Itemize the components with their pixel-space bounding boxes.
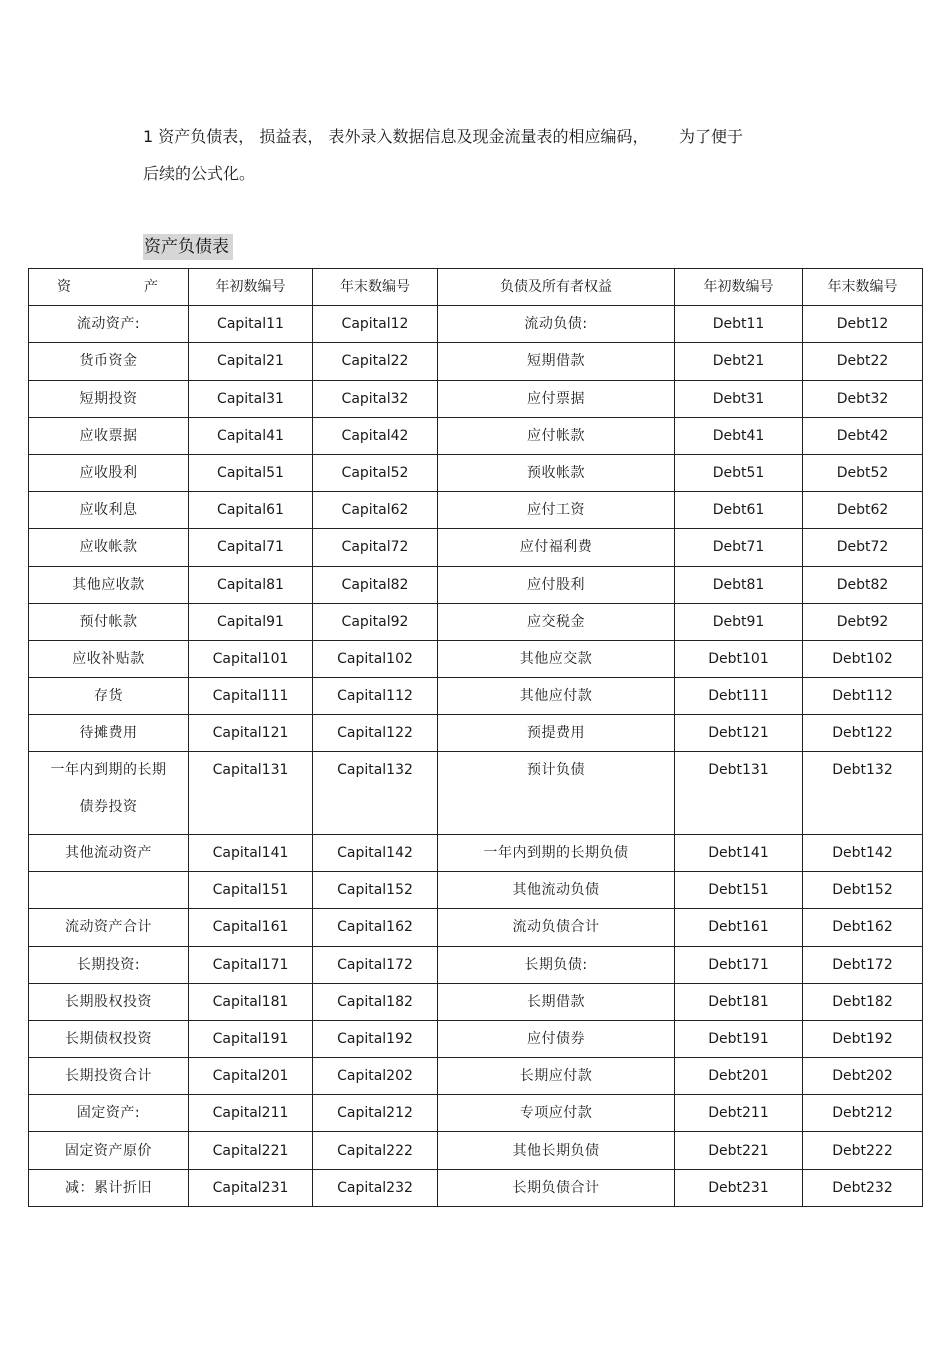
asset-cell: 应收帐款 (29, 529, 189, 566)
debt-end-code: Debt142 (803, 834, 923, 871)
debt-end-code: Debt212 (803, 1095, 923, 1132)
table-row (29, 1132, 923, 1169)
liability-cell: 其他长期负债 (438, 1132, 675, 1169)
capital-begin-code: Capital171 (189, 946, 313, 983)
liability-cell: 长期借款 (438, 983, 675, 1020)
debt-end-code: Debt82 (803, 566, 923, 603)
debt-end-code: Debt102 (803, 640, 923, 677)
debt-end-code: Debt92 (803, 603, 923, 640)
liability-cell: 其他流动负债 (438, 872, 675, 909)
debt-end-code: Debt152 (803, 872, 923, 909)
asset-cell: 应收股利 (29, 454, 189, 491)
debt-begin-code: Debt171 (675, 946, 803, 983)
debt-end-code: Debt42 (803, 417, 923, 454)
table-row (29, 343, 923, 380)
capital-begin-code: Capital181 (189, 983, 313, 1020)
capital-begin-code: Capital31 (189, 380, 313, 417)
capital-begin-code: Capital71 (189, 529, 313, 566)
liability-cell: 长期负债: (438, 946, 675, 983)
asset-cell: 其他流动资产 (29, 834, 189, 871)
table-row (29, 566, 923, 603)
liability-cell: 应付福利费 (438, 529, 675, 566)
capital-begin-code: Capital161 (189, 909, 313, 946)
capital-begin-code: Capital151 (189, 872, 313, 909)
asset-cell: 减：累计折旧 (29, 1169, 189, 1206)
capital-begin-code: Capital201 (189, 1058, 313, 1095)
liability-cell: 预计负债 (438, 752, 675, 835)
capital-end-code: Capital202 (313, 1058, 438, 1095)
capital-begin-code: Capital91 (189, 603, 313, 640)
intro-line-2: 后续的公式化。 (143, 164, 256, 183)
asset-cell: 流动资产: (29, 306, 189, 343)
debt-begin-code: Debt31 (675, 380, 803, 417)
liability-cell: 专项应付款 (438, 1095, 675, 1132)
header-debt-begin: 年初数编号 (675, 269, 803, 306)
asset-cell: 货币资金 (29, 343, 189, 380)
capital-end-code: Capital32 (313, 380, 438, 417)
capital-end-code: Capital192 (313, 1020, 438, 1057)
asset-cell: 存货 (29, 678, 189, 715)
debt-begin-code: Debt111 (675, 678, 803, 715)
header-capital-end: 年末数编号 (313, 269, 438, 306)
liability-cell: 应交税金 (438, 603, 675, 640)
asset-cell: 长期投资合计 (29, 1058, 189, 1095)
debt-end-code: Debt182 (803, 983, 923, 1020)
debt-end-code: Debt72 (803, 529, 923, 566)
header-assets-char-1: 资 (57, 279, 71, 296)
table-row (29, 603, 923, 640)
capital-begin-code: Capital61 (189, 492, 313, 529)
asset-cell: 预付帐款 (29, 603, 189, 640)
capital-end-code: Capital112 (313, 678, 438, 715)
header-capital-begin: 年初数编号 (189, 269, 313, 306)
debt-begin-code: Debt141 (675, 834, 803, 871)
liability-cell: 应付工资 (438, 492, 675, 529)
section-title: 资产负债表 (143, 234, 233, 260)
asset-cell: 应收票据 (29, 417, 189, 454)
debt-begin-code: Debt221 (675, 1132, 803, 1169)
debt-begin-code: Debt11 (675, 306, 803, 343)
liability-cell: 流动负债合计 (438, 909, 675, 946)
debt-begin-code: Debt201 (675, 1058, 803, 1095)
debt-begin-code: Debt61 (675, 492, 803, 529)
capital-end-code: Capital142 (313, 834, 438, 871)
capital-end-code: Capital232 (313, 1169, 438, 1206)
debt-begin-code: Debt21 (675, 343, 803, 380)
asset-cell: 应收利息 (29, 492, 189, 529)
asset-cell: 短期投资 (29, 380, 189, 417)
debt-begin-code: Debt191 (675, 1020, 803, 1057)
capital-end-code: Capital172 (313, 946, 438, 983)
capital-end-code: Capital82 (313, 566, 438, 603)
debt-end-code: Debt122 (803, 715, 923, 752)
header-liabilities: 负债及所有者权益 (438, 269, 675, 306)
capital-begin-code: Capital141 (189, 834, 313, 871)
capital-begin-code: Capital21 (189, 343, 313, 380)
liability-cell: 短期借款 (438, 343, 675, 380)
table-row (29, 492, 923, 529)
liability-cell: 长期负债合计 (438, 1169, 675, 1206)
capital-end-code: Capital212 (313, 1095, 438, 1132)
asset-cell: 长期投资: (29, 946, 189, 983)
table-row (29, 1020, 923, 1057)
liability-cell: 一年内到期的长期负债 (438, 834, 675, 871)
table-row (29, 983, 923, 1020)
header-debt-end: 年末数编号 (803, 269, 923, 306)
capital-begin-code: Capital11 (189, 306, 313, 343)
table-row (29, 1095, 923, 1132)
table-row (29, 752, 923, 835)
debt-end-code: Debt232 (803, 1169, 923, 1206)
debt-end-code: Debt12 (803, 306, 923, 343)
liability-cell: 预提费用 (438, 715, 675, 752)
liability-cell: 应付股利 (438, 566, 675, 603)
table-row (29, 417, 923, 454)
capital-end-code: Capital12 (313, 306, 438, 343)
capital-end-code: Capital162 (313, 909, 438, 946)
liability-cell: 应付债券 (438, 1020, 675, 1057)
debt-begin-code: Debt151 (675, 872, 803, 909)
capital-begin-code: Capital131 (189, 752, 313, 835)
asset-cell: 流动资产合计 (29, 909, 189, 946)
table-row (29, 834, 923, 871)
debt-begin-code: Debt71 (675, 529, 803, 566)
asset-cell: 长期股权投资 (29, 983, 189, 1020)
table-body (29, 269, 923, 1207)
debt-end-code: Debt162 (803, 909, 923, 946)
table-row (29, 380, 923, 417)
table-row (29, 529, 923, 566)
table-header-row (29, 269, 923, 306)
debt-begin-code: Debt211 (675, 1095, 803, 1132)
capital-end-code: Capital52 (313, 454, 438, 491)
debt-begin-code: Debt181 (675, 983, 803, 1020)
capital-end-code: Capital222 (313, 1132, 438, 1169)
capital-begin-code: Capital191 (189, 1020, 313, 1057)
debt-end-code: Debt112 (803, 678, 923, 715)
asset-cell-line: 债券投资 (79, 799, 138, 816)
debt-end-code: Debt222 (803, 1132, 923, 1169)
debt-end-code: Debt22 (803, 343, 923, 380)
capital-begin-code: Capital211 (189, 1095, 313, 1132)
debt-end-code: Debt172 (803, 946, 923, 983)
table-row (29, 872, 923, 909)
capital-begin-code: Capital221 (189, 1132, 313, 1169)
capital-end-code: Capital152 (313, 872, 438, 909)
asset-cell: 其他应收款 (29, 566, 189, 603)
table-row (29, 946, 923, 983)
table-row (29, 1169, 923, 1206)
debt-end-code: Debt52 (803, 454, 923, 491)
header-assets (29, 269, 189, 306)
capital-begin-code: Capital101 (189, 640, 313, 677)
liability-cell: 其他应付款 (438, 678, 675, 715)
header-assets-char-2: 产 (144, 279, 158, 296)
liability-cell: 长期应付款 (438, 1058, 675, 1095)
liability-cell: 应付帐款 (438, 417, 675, 454)
debt-begin-code: Debt101 (675, 640, 803, 677)
table-row (29, 306, 923, 343)
debt-begin-code: Debt41 (675, 417, 803, 454)
asset-cell: 应收补贴款 (29, 640, 189, 677)
capital-begin-code: Capital51 (189, 454, 313, 491)
table-row (29, 454, 923, 491)
capital-begin-code: Capital81 (189, 566, 313, 603)
capital-end-code: Capital92 (313, 603, 438, 640)
table-row (29, 678, 923, 715)
liability-cell: 预收帐款 (438, 454, 675, 491)
balance-sheet-table (28, 268, 923, 1207)
debt-end-code: Debt132 (803, 752, 923, 835)
asset-cell (29, 752, 189, 835)
liability-cell: 流动负债: (438, 306, 675, 343)
capital-end-code: Capital22 (313, 343, 438, 380)
capital-end-code: Capital72 (313, 529, 438, 566)
capital-end-code: Capital42 (313, 417, 438, 454)
capital-end-code: Capital182 (313, 983, 438, 1020)
capital-begin-code: Capital231 (189, 1169, 313, 1206)
capital-begin-code: Capital111 (189, 678, 313, 715)
capital-begin-code: Capital41 (189, 417, 313, 454)
table-row (29, 909, 923, 946)
debt-begin-code: Debt231 (675, 1169, 803, 1206)
debt-begin-code: Debt161 (675, 909, 803, 946)
debt-begin-code: Debt91 (675, 603, 803, 640)
liability-cell: 应付票据 (438, 380, 675, 417)
table-row (29, 1058, 923, 1095)
debt-begin-code: Debt81 (675, 566, 803, 603)
asset-cell: 待摊费用 (29, 715, 189, 752)
capital-end-code: Capital122 (313, 715, 438, 752)
asset-cell: 固定资产原价 (29, 1132, 189, 1169)
debt-end-code: Debt192 (803, 1020, 923, 1057)
debt-begin-code: Debt51 (675, 454, 803, 491)
asset-cell (29, 872, 189, 909)
table-row (29, 640, 923, 677)
capital-begin-code: Capital121 (189, 715, 313, 752)
debt-begin-code: Debt121 (675, 715, 803, 752)
capital-end-code: Capital62 (313, 492, 438, 529)
debt-end-code: Debt32 (803, 380, 923, 417)
capital-end-code: Capital102 (313, 640, 438, 677)
intro-line-1: 1 资产负债表， 损益表， 表外录入数据信息及现金流量表的相应编码， 为了便于 (143, 127, 743, 146)
asset-cell: 长期债权投资 (29, 1020, 189, 1057)
debt-begin-code: Debt131 (675, 752, 803, 835)
table-row (29, 715, 923, 752)
asset-cell: 固定资产: (29, 1095, 189, 1132)
liability-cell: 其他应交款 (438, 640, 675, 677)
capital-end-code: Capital132 (313, 752, 438, 835)
intro-paragraph (143, 118, 843, 192)
debt-end-code: Debt202 (803, 1058, 923, 1095)
asset-cell-line: 一年内到期的长期 (50, 762, 167, 779)
debt-end-code: Debt62 (803, 492, 923, 529)
